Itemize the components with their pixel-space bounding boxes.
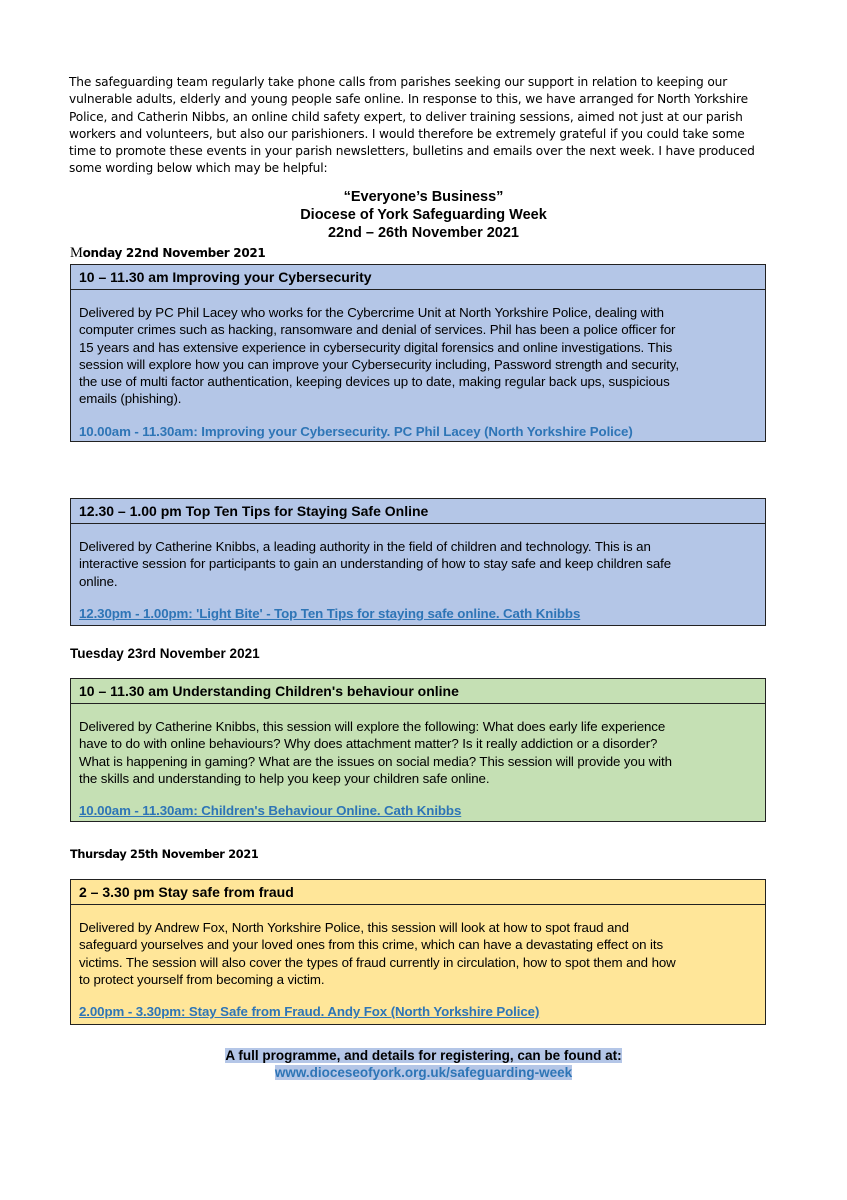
description-line: Delivered by Andrew Fox, North Yorkshire Police, this session will look at how to spot fraud and (79, 920, 629, 935)
footer-text: A full programme, and details for registering, can be found at: (225, 1048, 622, 1063)
session-box-top-ten-tips (70, 498, 766, 626)
session-description (79, 538, 757, 590)
session-heading: 12.30 – 1.00 pm Top Ten Tips for Staying Safe Online (79, 503, 429, 519)
session-heading: 2 – 3.30 pm Stay safe from fraud (79, 884, 294, 900)
event-dates: 22nd – 26th November 2021 (327, 225, 519, 241)
session-description (79, 718, 757, 787)
description-line: the skills and understanding to help you keep your children safe online. (79, 770, 490, 786)
session-heading: 10 – 11.30 am Understanding Children's behaviour online (79, 683, 459, 699)
session-description (79, 304, 757, 408)
session-link[interactable]: 12.30pm - 1.00pm: 'Light Bite' - Top Ten Tips for staying safe online. Cath Knibbs (79, 605, 581, 621)
intro-line: Police, and Catherin Nibbs, an online child safety expert, to deliver training sessions, aimed not just at our parish (69, 109, 743, 124)
day-initial: M (70, 245, 83, 261)
footer-note (0, 1047, 847, 1064)
session-link[interactable]: 10.00am - 11.30am: Improving your Cybersecurity. PC Phil Lacey (North Yorkshire Police) (79, 423, 633, 439)
intro-line: vulnerable adults, elderly and young people safe online. In response to this, we have arranged for North Yorkshire (69, 92, 748, 107)
session-description (79, 919, 757, 988)
intro-line: workers and volunteers, but also our parishioners. I would therefore be extremely grateful if you could take some (69, 126, 745, 141)
description-line: session will explore how you can improve your Cybersecurity including, Password strength and security, (79, 356, 680, 372)
divider (71, 904, 765, 905)
event-title: “Everyone’s Business” (343, 189, 504, 205)
description-line: computer crimes such as hacking, ransomware and denial of services. Phil has been a police officer for (79, 322, 676, 338)
event-subtitle: Diocese of York Safeguarding Week (300, 207, 547, 223)
day-heading-tuesday: Tuesday 23rd November 2021 (70, 646, 260, 661)
description-line: online. (79, 573, 118, 589)
description-line: Delivered by Catherine Knibbs, a leading authority in the field of children and technology. This is an (79, 539, 651, 554)
session-box-childrens-behaviour (70, 678, 766, 822)
day-heading-monday (70, 245, 265, 262)
session-box-fraud (70, 879, 766, 1025)
intro-line: The safeguarding team regularly take phone calls from parishes seeking our support in relation to keeping our (69, 75, 728, 89)
session-box-cybersecurity (70, 264, 766, 442)
description-line: to protect yourself from becoming a victim. (79, 971, 325, 987)
divider (71, 703, 765, 704)
footer-url-link[interactable]: www.dioceseofyork.org.uk/safeguarding-week (274, 1065, 573, 1080)
description-line: 15 years and has extensive experience in cybersecurity digital forensics and online investigations. This (79, 339, 673, 355)
intro-line: time to promote these events in your parish newsletters, bulletins and emails over the next week. I have produced (69, 144, 755, 159)
description-line: emails (phishing). (79, 391, 182, 407)
intro-paragraph (69, 74, 785, 178)
description-line: have to do with online behaviours? Why does attachment matter? Is it really addiction or a disorder? (79, 736, 658, 752)
description-line: What is happening in gaming? What are the issues on social media? This session will provide you with (79, 753, 672, 769)
description-line: victims. The session will also cover the types of fraud currently in circulation, how to spot them and how (79, 954, 676, 970)
divider (71, 289, 765, 290)
description-line: safeguard yourselves and your loved ones from this crime, which can have a devastating effect on its (79, 937, 664, 953)
description-line: the use of multi factor authentication, keeping devices up to date, making regular back ups, suspicious (79, 374, 670, 390)
footer-url-line (0, 1064, 847, 1081)
description-line: interactive session for participants to gain an understanding of how to stay safe and keep children safe (79, 556, 672, 572)
description-line: Delivered by Catherine Knibbs, this session will explore the following: What does early life experience (79, 719, 666, 734)
session-heading: 10 – 11.30 am Improving your Cybersecurity (79, 269, 372, 285)
divider (71, 523, 765, 524)
session-link[interactable]: 2.00pm - 3.30pm: Stay Safe from Fraud. Andy Fox (North Yorkshire Police) (79, 1004, 540, 1020)
day-heading-thursday: Thursday 25th November 2021 (70, 848, 259, 861)
day-rest: onday 22nd November 2021 (82, 246, 266, 260)
session-link[interactable]: 10.00am - 11.30am: Children's Behaviour Online. Cath Knibbs (79, 803, 462, 819)
intro-line: some wording below which may be helpful: (69, 161, 328, 176)
description-line: Delivered by PC Phil Lacey who works for the Cybercrime Unit at North Yorkshire Police, dealing with (79, 305, 664, 320)
